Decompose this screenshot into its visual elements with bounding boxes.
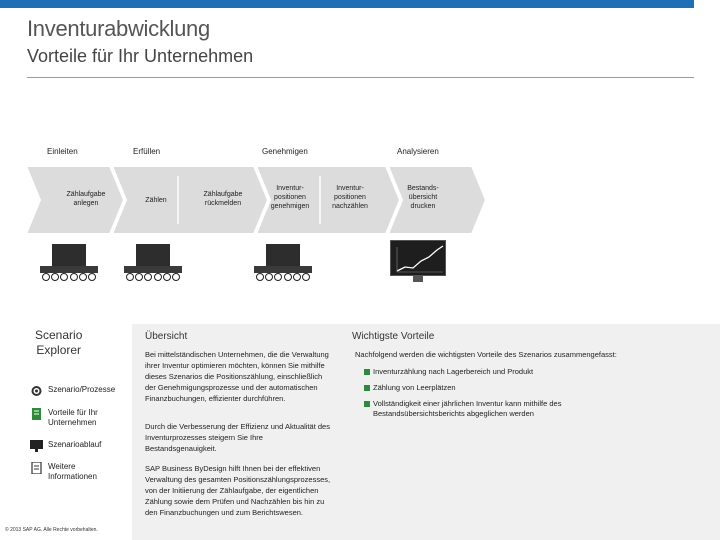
sidebar-item-weitere-informationen[interactable]: Weitere Informationen	[30, 462, 108, 482]
step-zaehlen: Zählen	[145, 197, 167, 204]
benefit-item: Vollständigkeit einer jährlichen Inventur kann mithilfe des Bestandsübersichtsberichts abgeglichen werden	[364, 399, 644, 419]
overview-paragraph-2: Durch die Verbesserung der Effizienz und Aktualität des Inventurprozesses steigern Sie Ihre Bestandsgenauigkeit.	[145, 422, 330, 453]
phase-label-erfuellen: Erfüllen	[133, 147, 161, 156]
step-inventurpositionen-genehmigen: Inventur-positionen genehmigen	[270, 185, 310, 210]
step-bestandsuebersicht-drucken: Bestands-übersicht drucken	[407, 185, 439, 210]
page-subtitle: Vorteile für Ihr Unternehmen	[27, 46, 254, 66]
copyright-text: © 2013 SAP AG. Alle Rechte vorbehalten.	[5, 527, 98, 533]
bullet-marker	[364, 385, 370, 391]
step-zaehlaufgabe-rueckmelden: Zählaufgabe rückmelden	[203, 191, 243, 207]
monitor-stand	[413, 276, 423, 282]
benefit-item: Inventurzählung nach Lagerbereich und Produkt	[364, 367, 704, 377]
conveyor-machine-icon	[254, 244, 312, 286]
conveyor-machine-icon	[40, 244, 98, 286]
overview-paragraph-1: Bei mittelständischen Unternehmen, die die Verwaltung ihrer Inventur optimieren möchten, können Sie mithilfe dieses Szenarios die Positionszählung, einschließlich der Genehmigungsprozesse und der automatischen Finanzbuchungen, effizienter durchführen.	[145, 350, 329, 403]
gear-icon	[30, 385, 43, 397]
benefit-item: Zählung von Leerplätzen	[364, 383, 704, 393]
chart-monitor-icon	[390, 240, 446, 276]
benefits-intro: Nachfolgend werden die wichtigsten Vorteile des Szenarios zusammengefasst:	[355, 350, 617, 359]
header-divider	[27, 77, 694, 78]
step-inventurpositionen-nachzaehlen: Inventur-positionen nachzählen	[332, 185, 368, 210]
sidebar-item-szenarioablauf[interactable]: Szenarioablauf	[30, 440, 101, 452]
scenario-explorer-title: Scenario Explorer	[35, 328, 83, 357]
overview-paragraph-3: SAP Business ByDesign hilft Ihnen bei der effektiven Verwaltung des gesamten Positionszählungsprozesses, von der Initiierung der Zählaufgabe, der eigentlichen Zählung sowie dem Prüfen und Nachzählen bis hin zu den Finanzbuchungen und zum Berichtswesen.	[145, 464, 331, 517]
benefits-heading: Wichtigste Vorteile	[352, 331, 435, 342]
phase-label-einleiten: Einleiten	[47, 147, 78, 156]
phase-label-analysieren: Analysieren	[397, 147, 439, 156]
monitor-icon	[30, 440, 43, 452]
document-icon	[30, 408, 43, 420]
sidebar-item-vorteile[interactable]: Vorteile für Ihr Unternehmen	[30, 408, 118, 428]
conveyor-machine-icon	[124, 244, 182, 286]
bullet-marker	[364, 401, 370, 407]
top-accent-bar	[0, 0, 694, 8]
sidebar-item-szenario-prozesse[interactable]: Szenario/Prozesse	[30, 385, 115, 397]
page-title: Inventurabwicklung	[27, 16, 210, 41]
info-document-icon	[30, 462, 43, 474]
overview-heading: Übersicht	[145, 331, 188, 342]
phase-label-genehmigen: Genehmigen	[262, 147, 308, 156]
step-zaehlaufgabe-anlegen: Zählaufgabe anlegen	[66, 191, 106, 207]
bullet-marker	[364, 369, 370, 375]
